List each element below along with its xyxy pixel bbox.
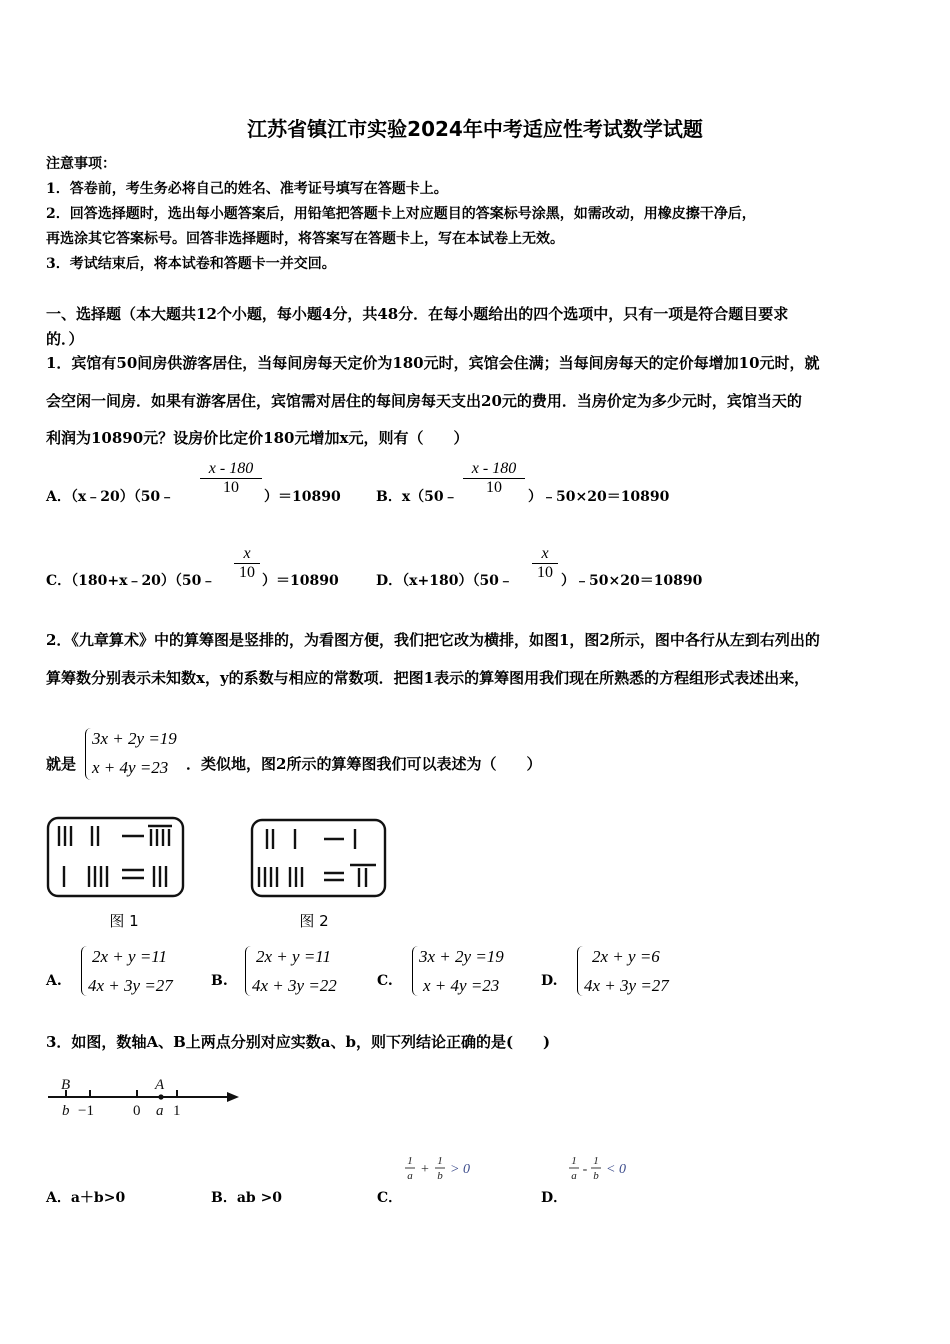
- q2-stem-line1: 2．《九章算术》中的算筹图是竖排的，为看图方便，我们把它改为横排，如图1，图2所示，图中各行从左到右列出的: [46, 631, 820, 649]
- q1-b-denominator: 10: [486, 479, 502, 496]
- q2-option-a-label: A.: [46, 973, 62, 989]
- label-zero: 0: [133, 1103, 141, 1119]
- q1-stem-line3: 利润为10890元？设房价比定价180元增加x元，则有（ ）: [46, 429, 469, 447]
- fig2-rods: [259, 829, 376, 887]
- q1-d-denominator: 10: [537, 564, 553, 581]
- q1-option-c-post: ）＝10890: [262, 573, 339, 589]
- q1-option-d-post: ）﹣50×20＝10890: [561, 573, 703, 589]
- d-den2: b: [593, 1170, 599, 1182]
- q2-option-d-row2: 4x + 3y =27: [584, 976, 669, 995]
- q2-option-c-system: [419, 942, 504, 1000]
- label-one: 1: [173, 1103, 181, 1119]
- q1-option-b-fraction: [463, 460, 525, 497]
- q2-option-c-row2: x + 4y =23: [423, 976, 500, 995]
- c-rel: > 0: [450, 1162, 470, 1177]
- q2-option-b-system: [252, 942, 337, 1000]
- c-num2: 1: [437, 1155, 443, 1167]
- axis-arrow: [227, 1092, 239, 1102]
- q2-stem-post: ．类似地，图2所示的算筹图我们可以表述为（ ）: [186, 755, 542, 773]
- notice-item-2a: 2．回答选择题时，选出每小题答案后，用铅笔把答题卡上对应题目的答案标号涂黑，如需改动，用橡皮擦干净后，: [46, 206, 756, 222]
- notice-item-1: 1．答卷前，考生务必将自己的姓名、准考证号填写在答题卡上。: [46, 181, 448, 197]
- label-a: a: [156, 1103, 164, 1119]
- q2-counting-rod-figures: [44, 812, 389, 932]
- q2-option-c-row1: 3x + 2y =19: [419, 947, 504, 966]
- q3-option-c-label: C．: [377, 1190, 403, 1206]
- d-den1: a: [571, 1170, 577, 1182]
- q2-option-b-row2: 4x + 3y =22: [252, 976, 337, 995]
- label-b: b: [62, 1103, 70, 1119]
- q2-stem-pre: 就是: [46, 755, 77, 773]
- c-num1: 1: [407, 1155, 413, 1167]
- c-den2: b: [437, 1170, 443, 1182]
- label-minus-one: −1: [78, 1103, 94, 1119]
- q2-option-a-system: [88, 942, 173, 1000]
- q1-stem-line2: 会空闲一间房．如果有游客居住，宾馆需对居住的每间房每天支出20元的费用．当房价定为多少元时，宾馆当天的: [46, 392, 802, 410]
- q2-stem-line2: 算筹数分别表示未知数x，y的系数与相应的常数项．把图1表示的算筹图用我们现在所熟悉的方程组形式表述出来，: [46, 669, 810, 687]
- d-op: -: [582, 1162, 588, 1177]
- q1-b-numerator: x - 180: [471, 460, 517, 477]
- q1-c-denominator: 10: [239, 564, 255, 581]
- q2-option-d-row1: 2x + y =6: [592, 947, 660, 966]
- q2-option-d-system: [584, 942, 669, 1000]
- q2-system: [92, 724, 177, 782]
- q2-system-row1: 3x + 2y =19: [92, 729, 177, 748]
- q1-option-b-pre: B．x（50﹣: [376, 489, 458, 505]
- q3-number-line: [44, 1074, 244, 1122]
- q3-option-d-expression: [566, 1152, 648, 1186]
- page-title: 江苏省镇江市实验2024年中考适应性考试数学试题: [247, 117, 703, 141]
- section-heading-line2: 的．）: [46, 330, 84, 348]
- q1-option-b-post: ）﹣50×20＝10890: [528, 489, 670, 505]
- q3-option-a: A．a＋b>0: [46, 1190, 126, 1206]
- q3-stem: 3．如图，数轴A、B上两点分别对应实数a、b，则下列结论正确的是( ): [46, 1033, 551, 1051]
- notice-item-3: 3．考试结束后，将本试卷和答题卡一并交回。: [46, 256, 336, 272]
- fig2-caption: 图 2: [299, 912, 329, 930]
- c-op: +: [421, 1162, 429, 1177]
- q2-option-a-row2: 4x + 3y =27: [88, 976, 173, 995]
- d-rel: < 0: [606, 1162, 626, 1177]
- q3-option-b: B．ab >0: [211, 1190, 283, 1206]
- c-den1: a: [407, 1170, 413, 1182]
- q1-stem-line1: 1．宾馆有50间房供游客居住，当每间房每天定价为180元时，宾馆会住满；当每间房每天的定价每增加10元时，就: [46, 354, 820, 372]
- q2-system-brace: [85, 728, 92, 780]
- q3-option-d-label: D．: [541, 1190, 568, 1206]
- q2-option-b-row1: 2x + y =11: [256, 947, 332, 966]
- q3-option-c-expression: [402, 1152, 484, 1186]
- point-a: [158, 1094, 163, 1099]
- section-heading-line1: 一、选择题（本大题共12个小题，每小题4分，共48分．在每小题给出的四个选项中，只有一项是符合题目要求: [46, 305, 789, 323]
- q1-a-denominator: 10: [223, 479, 239, 496]
- q2-option-b-label: B.: [211, 973, 228, 989]
- q2-system-row2: x + 4y =23: [92, 758, 169, 777]
- q2-option-a-brace: [81, 946, 88, 996]
- label-B: B: [61, 1077, 71, 1093]
- q2-option-d-brace: [577, 946, 584, 996]
- q1-option-c-fraction: [234, 545, 260, 582]
- q1-option-d-pre: D．（x+180）（50﹣: [376, 573, 513, 589]
- q1-option-a-fraction: [200, 460, 262, 497]
- q1-option-a-pre: A．（x﹣20）（50﹣: [46, 489, 175, 505]
- notice-item-2b: 再选涂其它答案标号。回答非选择题时，将答案写在答题卡上，写在本试卷上无效。: [46, 231, 564, 247]
- q2-option-c-brace: [412, 946, 419, 996]
- q1-d-numerator: x: [541, 545, 549, 562]
- q1-c-numerator: x: [243, 545, 251, 562]
- q2-option-b-brace: [245, 946, 252, 996]
- q1-a-numerator: x - 180: [208, 460, 254, 477]
- q1-option-a-post: ）＝10890: [264, 489, 341, 505]
- fig1-caption: 图 1: [109, 912, 139, 930]
- q1-option-d-fraction: [532, 545, 558, 582]
- q2-option-d-label: D.: [541, 973, 558, 989]
- q2-option-c-label: C.: [377, 973, 393, 989]
- fig1-rods: [59, 826, 172, 887]
- d-num1: 1: [571, 1155, 577, 1167]
- label-A: A: [155, 1077, 165, 1093]
- d-num2: 1: [593, 1155, 599, 1167]
- q2-option-a-row1: 2x + y =11: [92, 947, 168, 966]
- notice-heading: 注意事项：: [46, 156, 116, 172]
- q1-option-c-pre: C．（180+x﹣20）（50﹣: [46, 573, 216, 589]
